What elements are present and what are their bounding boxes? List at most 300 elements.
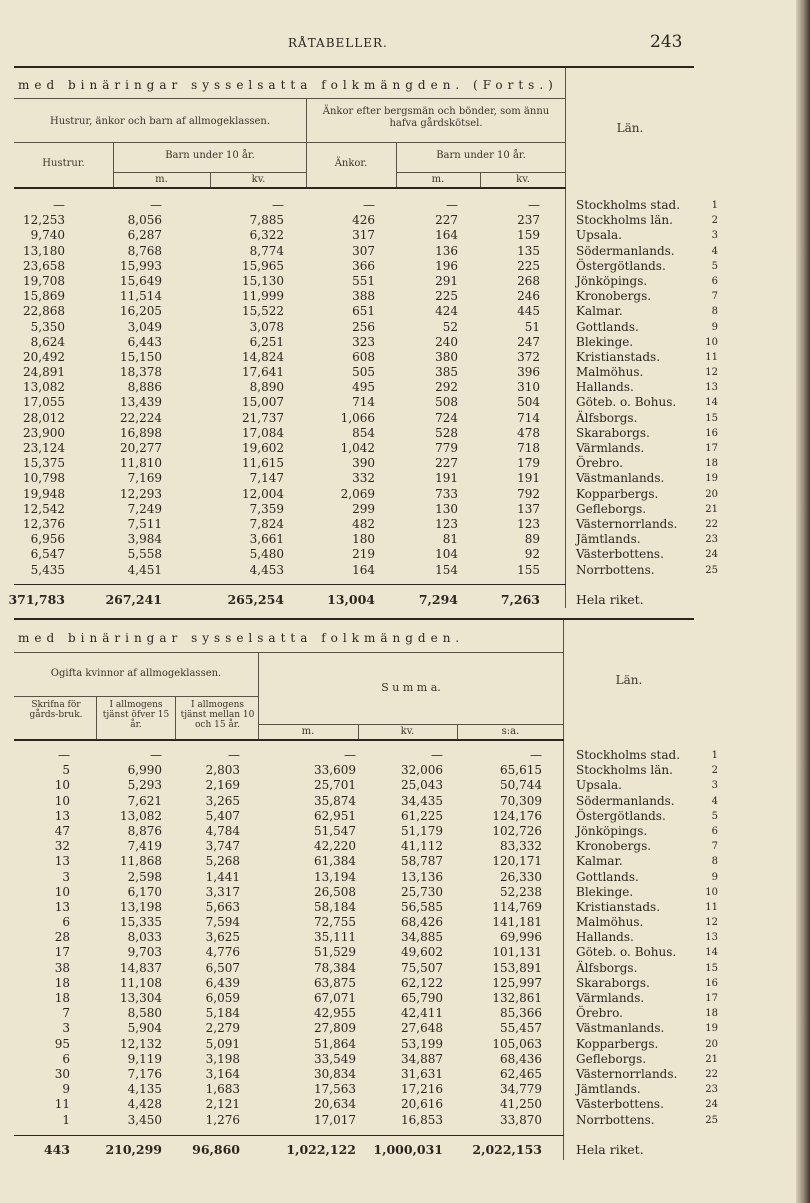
bottom-sub-kv: kv. [400, 726, 415, 737]
row-number: 1 [711, 750, 718, 761]
bottom-rows [0, 748, 720, 1128]
cell-skrifna: 13 [54, 899, 70, 914]
cell-summa-kv: 16,853 [401, 1112, 443, 1127]
table-row [0, 532, 720, 547]
cell-hustrur: 5,435 [30, 562, 65, 577]
cell-ankor: 2,069 [340, 486, 375, 501]
cell-summa-kv: 49,602 [401, 945, 443, 960]
cell-barn-m: 8,886 [127, 380, 162, 395]
table-row [0, 748, 720, 763]
cell-summa-m: 35,874 [314, 793, 356, 808]
table-row [0, 547, 720, 562]
row-number: 10 [705, 336, 718, 348]
cell-mellan: 2,169 [205, 778, 240, 793]
cell-barn-kv: 12,004 [242, 486, 284, 501]
cell-barn2-m: 240 [435, 334, 458, 349]
cell-ofver: 12,132 [120, 1036, 162, 1051]
cell-summa-sa: 65,615 [500, 763, 542, 778]
cell-lan: Norrbottens. [576, 562, 655, 577]
cell-barn-m: — [150, 198, 162, 212]
cell-barn-m: 11,514 [120, 289, 162, 304]
cell-summa-sa: 52,238 [500, 884, 542, 899]
cell-barn-kv: 3,661 [249, 532, 284, 547]
cell-hustrur: 28,012 [23, 410, 65, 425]
cell-summa-sa: 33,870 [500, 1112, 542, 1127]
cell-barn2-m: 724 [435, 410, 458, 425]
cell-barn2-m: 225 [435, 289, 458, 304]
row-number: 4 [711, 795, 718, 807]
cell-summa-sa: 83,332 [500, 839, 542, 854]
row-number: 1 [711, 200, 718, 211]
cell-ankor: 323 [352, 334, 375, 349]
cell-barn2-m: 130 [435, 501, 458, 516]
cell-barn-kv: 15,522 [242, 304, 284, 319]
cell-summa-sa: 26,330 [500, 869, 542, 884]
cell-barn2-m: 154 [435, 562, 458, 577]
row-number: 5 [711, 260, 718, 272]
top-group-left-header: Hustrur, änkor och barn af allmogeklassen. [49, 116, 271, 127]
cell-barn2-m: — [446, 198, 458, 212]
cell-hustrur: 12,253 [23, 213, 65, 228]
cell-skrifna: 11 [54, 1097, 70, 1112]
cell-ofver: 2,598 [127, 869, 162, 884]
cell-hustrur: 12,376 [23, 516, 65, 531]
row-number: 20 [705, 1038, 718, 1050]
cell-mellan: 6,507 [205, 960, 240, 975]
cell-summa-sa: 102,726 [492, 823, 542, 838]
row-number: 5 [711, 810, 718, 822]
table-row [0, 244, 720, 259]
cell-barn-m: 7,169 [127, 471, 162, 486]
cell-summa-kv: 61,225 [401, 808, 443, 823]
cell-mellan: 3,747 [205, 839, 240, 854]
cell-skrifna: 10 [54, 884, 70, 899]
row-number: 21 [705, 503, 718, 515]
table-row [0, 274, 720, 289]
cell-ankor: 388 [352, 289, 375, 304]
cell-barn-m: 15,993 [120, 258, 162, 273]
cell-summa-sa: 132,861 [492, 991, 542, 1005]
row-number: 9 [711, 871, 718, 883]
cell-summa-sa: 62,465 [500, 1066, 542, 1081]
cell-barn-m: 5,558 [127, 547, 162, 562]
cell-barn-m: 11,810 [120, 456, 162, 471]
cell-barn2-kv: 718 [517, 441, 540, 455]
cell-lan: Östergötlands. [576, 808, 666, 823]
cell-skrifna: 6 [62, 915, 70, 930]
cell-barn-m: 20,277 [120, 441, 162, 455]
row-number: 7 [711, 841, 718, 853]
table-row [0, 259, 720, 274]
cell-ankor: 317 [352, 228, 375, 243]
cell-mellan: 3,625 [205, 930, 240, 945]
cell-mellan: 3,198 [205, 1051, 240, 1066]
cell-summa-m: 78,384 [314, 960, 356, 975]
cell-skrifna: 18 [54, 991, 70, 1005]
cell-ankor: — [363, 198, 375, 212]
cell-lan: Jönköpings. [576, 823, 648, 838]
row-number: 21 [705, 1053, 718, 1065]
cell-mellan: 5,268 [205, 854, 240, 869]
running-title: RÅTABELLER. [288, 36, 388, 50]
row-number: 22 [705, 1068, 718, 1080]
cell-summa-sa: 69,996 [500, 930, 542, 945]
table-row [0, 976, 720, 991]
table-row [0, 945, 720, 960]
cell-ankor: 651 [352, 304, 375, 319]
cell-lan: Jämtlands. [576, 532, 641, 547]
table-row [0, 411, 720, 426]
cell-skrifna: 32 [54, 839, 70, 854]
top-rule [14, 66, 694, 68]
cell-skrifna: 7 [62, 1006, 70, 1021]
cell-lan: Östergötlands. [576, 258, 666, 273]
cell-ankor: 219 [352, 547, 375, 562]
cell-lan: Södermanlands. [576, 793, 675, 808]
row-number: 7 [711, 291, 718, 303]
bottom-col-skrifna: Skrifna för gårds-bruk. [29, 700, 83, 720]
cell-barn-kv: 21,737 [242, 410, 284, 425]
bottom-total-kv: 1,000,031 [373, 1142, 443, 1157]
cell-mellan: 6,439 [205, 975, 240, 990]
cell-barn-kv: 15,007 [242, 395, 284, 410]
table-row [0, 426, 720, 441]
table-row [0, 502, 720, 517]
cell-skrifna: 95 [54, 1036, 70, 1051]
cell-hustrur: 17,055 [23, 395, 65, 410]
table-row [0, 335, 720, 350]
cell-skrifna: 3 [62, 1021, 70, 1036]
row-number: 13 [705, 932, 718, 944]
cell-barn2-kv: 478 [517, 425, 540, 440]
cell-hustrur: — [53, 198, 65, 212]
cell-summa-m: 58,184 [314, 899, 356, 914]
cell-ofver: 8,580 [127, 1006, 162, 1021]
row-number: 2 [711, 215, 718, 227]
bottom-col-summa: S u m m a. [381, 681, 441, 694]
table-row [0, 471, 720, 486]
cell-barn-kv: 17,084 [242, 425, 284, 440]
table-row [0, 870, 720, 885]
cell-ofver: 7,419 [127, 839, 162, 854]
bottom-total-ofver: 210,299 [105, 1142, 162, 1157]
cell-lan: Kristianstads. [576, 349, 661, 364]
table-row [0, 213, 720, 228]
cell-hustrur: 12,542 [23, 501, 65, 516]
top-total-barn-m: 267,241 [105, 592, 162, 607]
cell-summa-m: 17,563 [314, 1082, 356, 1097]
top-col-barn: Barn under 10 år. [165, 150, 255, 161]
top-total-barn2-m: 7,294 [418, 592, 458, 607]
table-row [0, 563, 720, 578]
cell-barn2-kv: 268 [517, 273, 540, 288]
cell-ofver: 4,135 [127, 1082, 162, 1097]
top-col-hustrur: Hustrur. [42, 158, 85, 169]
cell-ofver: 11,108 [120, 975, 162, 990]
cell-barn2-m: 385 [435, 365, 458, 380]
cell-ofver: 6,170 [127, 884, 162, 899]
cell-summa-sa: 55,457 [500, 1021, 542, 1036]
cell-lan: Gottlands. [576, 869, 639, 884]
row-number: 15 [705, 412, 718, 424]
cell-barn-kv: 8,774 [249, 243, 284, 258]
cell-summa-kv: 51,179 [401, 823, 443, 838]
cell-barn-kv: 4,453 [249, 562, 284, 577]
cell-mellan: 3,265 [205, 793, 240, 808]
cell-barn-m: 3,984 [127, 532, 162, 547]
cell-barn2-m: 123 [435, 516, 458, 531]
cell-barn-m: 8,768 [127, 243, 162, 258]
row-number: 11 [705, 351, 718, 363]
cell-summa-kv: 34,435 [401, 793, 443, 808]
cell-mellan: 1,441 [205, 869, 240, 884]
cell-summa-sa: 153,891 [492, 960, 542, 975]
row-number: 4 [711, 245, 718, 257]
cell-barn2-m: 508 [435, 395, 458, 410]
cell-barn2-m: 292 [435, 380, 458, 395]
cell-summa-kv: 27,648 [401, 1021, 443, 1036]
cell-mellan: 4,776 [205, 945, 240, 960]
cell-lan: Malmöhus. [576, 365, 644, 380]
row-number: 11 [705, 901, 718, 913]
cell-ofver: 11,868 [120, 854, 162, 869]
cell-ofver: 5,293 [127, 778, 162, 793]
cell-mellan: 2,121 [205, 1097, 240, 1112]
cell-hustrur: 23,658 [23, 258, 65, 273]
bottom-sub-m: m. [301, 726, 315, 737]
cell-ofver: 9,703 [127, 945, 162, 960]
row-number: 20 [705, 488, 718, 500]
cell-barn-m: 22,224 [120, 410, 162, 425]
cell-barn-m: 12,293 [120, 486, 162, 501]
cell-ankor: 1,066 [340, 410, 375, 425]
cell-barn2-kv: 225 [517, 258, 540, 273]
table-row [0, 441, 720, 456]
cell-barn2-m: 227 [435, 456, 458, 471]
top-col-lan: Län. [616, 121, 644, 135]
cell-skrifna: 47 [54, 823, 70, 838]
cell-barn-m: 13,439 [120, 395, 162, 410]
table-row [0, 991, 720, 1006]
cell-lan: Västmanlands. [576, 471, 665, 486]
cell-barn2-m: 164 [435, 228, 458, 243]
cell-ofver: 15,335 [120, 915, 162, 930]
table-row [0, 824, 720, 839]
cell-barn2-m: 104 [435, 547, 458, 562]
cell-barn-m: 6,287 [127, 228, 162, 243]
cell-skrifna: 30 [54, 1066, 70, 1081]
cell-lan: Malmöhus. [576, 915, 644, 930]
cell-ankor: 180 [352, 532, 375, 547]
cell-barn2-kv: 92 [524, 547, 540, 562]
cell-ofver: 3,450 [127, 1112, 162, 1127]
cell-ankor: 1,042 [340, 441, 375, 455]
cell-summa-m: 62,951 [314, 808, 356, 823]
row-number: 17 [705, 443, 718, 454]
bottom-rule [14, 618, 694, 620]
cell-mellan: 1,683 [205, 1082, 240, 1097]
cell-summa-m: 20,634 [314, 1097, 356, 1112]
cell-lan: Kopparbergs. [576, 1036, 659, 1051]
top-total-row [0, 591, 720, 609]
cell-lan: Kronobergs. [576, 289, 652, 304]
cell-lan: Stockholms län. [576, 763, 673, 778]
cell-skrifna: — [58, 748, 70, 762]
cell-summa-sa: 70,309 [500, 793, 542, 808]
bottom-total-skrifna: 443 [43, 1142, 70, 1157]
top-total-ankor: 13,004 [327, 592, 375, 607]
cell-summa-sa: 68,436 [500, 1051, 542, 1066]
cell-mellan: 3,164 [205, 1066, 240, 1081]
row-number: 19 [705, 1023, 718, 1035]
cell-barn2-kv: 191 [517, 471, 540, 486]
cell-ofver: 13,082 [120, 808, 162, 823]
cell-ankor: 256 [352, 319, 375, 334]
cell-lan: Gefleborgs. [576, 1051, 647, 1066]
cell-barn-kv: 8,890 [249, 380, 284, 395]
cell-lan: Göteb. o. Bohus. [576, 945, 677, 960]
cell-barn-kv: 15,965 [242, 258, 284, 273]
cell-barn2-kv: 504 [517, 395, 540, 410]
cell-ankor: 299 [352, 501, 375, 516]
row-number: 13 [705, 382, 718, 394]
table-row [0, 778, 720, 793]
cell-barn-kv: 6,251 [249, 334, 284, 349]
row-number: 14 [705, 397, 718, 409]
cell-ankor: 307 [352, 243, 375, 258]
cell-ofver: 6,990 [127, 763, 162, 778]
cell-barn2-kv: 135 [517, 243, 540, 258]
table-row [0, 794, 720, 809]
cell-summa-m: 63,875 [314, 975, 356, 990]
cell-barn-kv: 14,824 [242, 349, 284, 364]
table-row [0, 930, 720, 945]
cell-mellan: 6,059 [205, 991, 240, 1005]
cell-barn2-kv: 396 [517, 365, 540, 380]
cell-mellan: 5,407 [205, 808, 240, 823]
cell-summa-kv: 62,122 [401, 975, 443, 990]
cell-summa-sa: 101,131 [492, 945, 542, 960]
cell-lan: Kopparbergs. [576, 486, 659, 501]
top-total-label: Hela riket. [576, 592, 644, 607]
cell-ankor: 482 [352, 516, 375, 531]
cell-barn2-kv: 445 [517, 304, 540, 319]
table-row [0, 1097, 720, 1112]
cell-summa-m: 51,529 [314, 945, 356, 960]
cell-lan: Kalmar. [576, 854, 623, 869]
cell-barn-kv: 7,359 [249, 501, 284, 516]
cell-ofver: 8,876 [127, 823, 162, 838]
cell-hustrur: 6,547 [30, 547, 65, 562]
cell-lan: Stockholms län. [576, 213, 673, 228]
cell-summa-sa: 125,997 [492, 975, 542, 990]
row-number: 23 [705, 534, 718, 546]
table-row [0, 763, 720, 778]
cell-ofver: 7,176 [127, 1066, 162, 1081]
cell-ankor: 366 [352, 258, 375, 273]
cell-skrifna: 17 [54, 945, 70, 960]
table-row [0, 198, 720, 213]
table-row [0, 1082, 720, 1097]
cell-barn2-m: 52 [442, 319, 458, 334]
cell-lan: Hallands. [576, 930, 634, 945]
cell-barn-kv: 7,885 [249, 213, 284, 228]
bottom-col-ofver: I allmogens tjänst öfver 15 år. [102, 700, 170, 730]
cell-summa-m: 42,220 [314, 839, 356, 854]
cell-lan: Södermanlands. [576, 243, 675, 258]
cell-hustrur: 13,180 [23, 243, 65, 258]
row-number: 12 [705, 367, 718, 379]
row-number: 16 [705, 977, 718, 989]
bottom-total-mellan: 96,860 [192, 1142, 240, 1157]
cell-barn2-kv: 137 [517, 501, 540, 516]
cell-skrifna: 18 [54, 975, 70, 990]
cell-summa-sa: 41,250 [500, 1097, 542, 1112]
row-number: 10 [705, 886, 718, 898]
row-number: 3 [711, 780, 718, 792]
cell-mellan: 5,091 [205, 1036, 240, 1051]
top-col-barn2: Barn under 10 år. [436, 150, 526, 161]
cell-barn2-kv: 89 [524, 532, 540, 547]
cell-barn2-m: 380 [435, 349, 458, 364]
cell-barn2-m: 424 [435, 304, 458, 319]
cell-lan: Västerbottens. [576, 547, 664, 562]
cell-barn-m: 15,150 [120, 349, 162, 364]
cell-summa-m: 42,955 [314, 1006, 356, 1021]
cell-summa-kv: 53,199 [401, 1036, 443, 1051]
cell-summa-sa: 105,063 [492, 1036, 542, 1051]
cell-barn-m: 4,451 [127, 562, 162, 577]
cell-summa-m: — [344, 748, 356, 762]
cell-barn2-kv: 123 [517, 516, 540, 531]
cell-lan: Upsala. [576, 778, 622, 793]
cell-summa-kv: 41,112 [401, 839, 443, 854]
cell-lan: Kalmar. [576, 304, 623, 319]
cell-lan: Gottlands. [576, 319, 639, 334]
row-number: 8 [711, 306, 718, 318]
cell-skrifna: 13 [54, 854, 70, 869]
cell-summa-sa: 85,366 [500, 1006, 542, 1021]
cell-barn2-kv: — [528, 198, 540, 212]
table-row [0, 839, 720, 854]
cell-ofver: 14,837 [120, 960, 162, 975]
cell-hustrur: 19,948 [23, 486, 65, 501]
cell-hustrur: 19,708 [23, 273, 65, 288]
cell-lan: Göteb. o. Bohus. [576, 395, 677, 410]
table-row [0, 1052, 720, 1067]
cell-ankor: 505 [352, 365, 375, 380]
cell-ofver: 7,621 [127, 793, 162, 808]
cell-barn2-kv: 714 [517, 410, 540, 425]
top-sub-m2: m. [431, 174, 445, 185]
cell-mellan: 5,184 [205, 1006, 240, 1021]
cell-summa-m: 33,609 [314, 763, 356, 778]
cell-lan: Norrbottens. [576, 1112, 655, 1127]
cell-lan: Värmlands. [576, 991, 645, 1005]
cell-mellan: 3,317 [205, 884, 240, 899]
cell-barn-kv: 7,824 [249, 516, 284, 531]
cell-barn2-kv: 179 [517, 456, 540, 471]
cell-barn-m: 6,443 [127, 334, 162, 349]
row-number: 25 [705, 564, 718, 576]
table-row [0, 809, 720, 824]
cell-lan: Stockholms stad. [576, 198, 681, 212]
row-number: 6 [711, 275, 718, 287]
cell-skrifna: 28 [54, 930, 70, 945]
cell-hustrur: 5,350 [30, 319, 65, 334]
cell-summa-m: 26,508 [314, 884, 356, 899]
bottom-total-row [0, 1141, 720, 1159]
